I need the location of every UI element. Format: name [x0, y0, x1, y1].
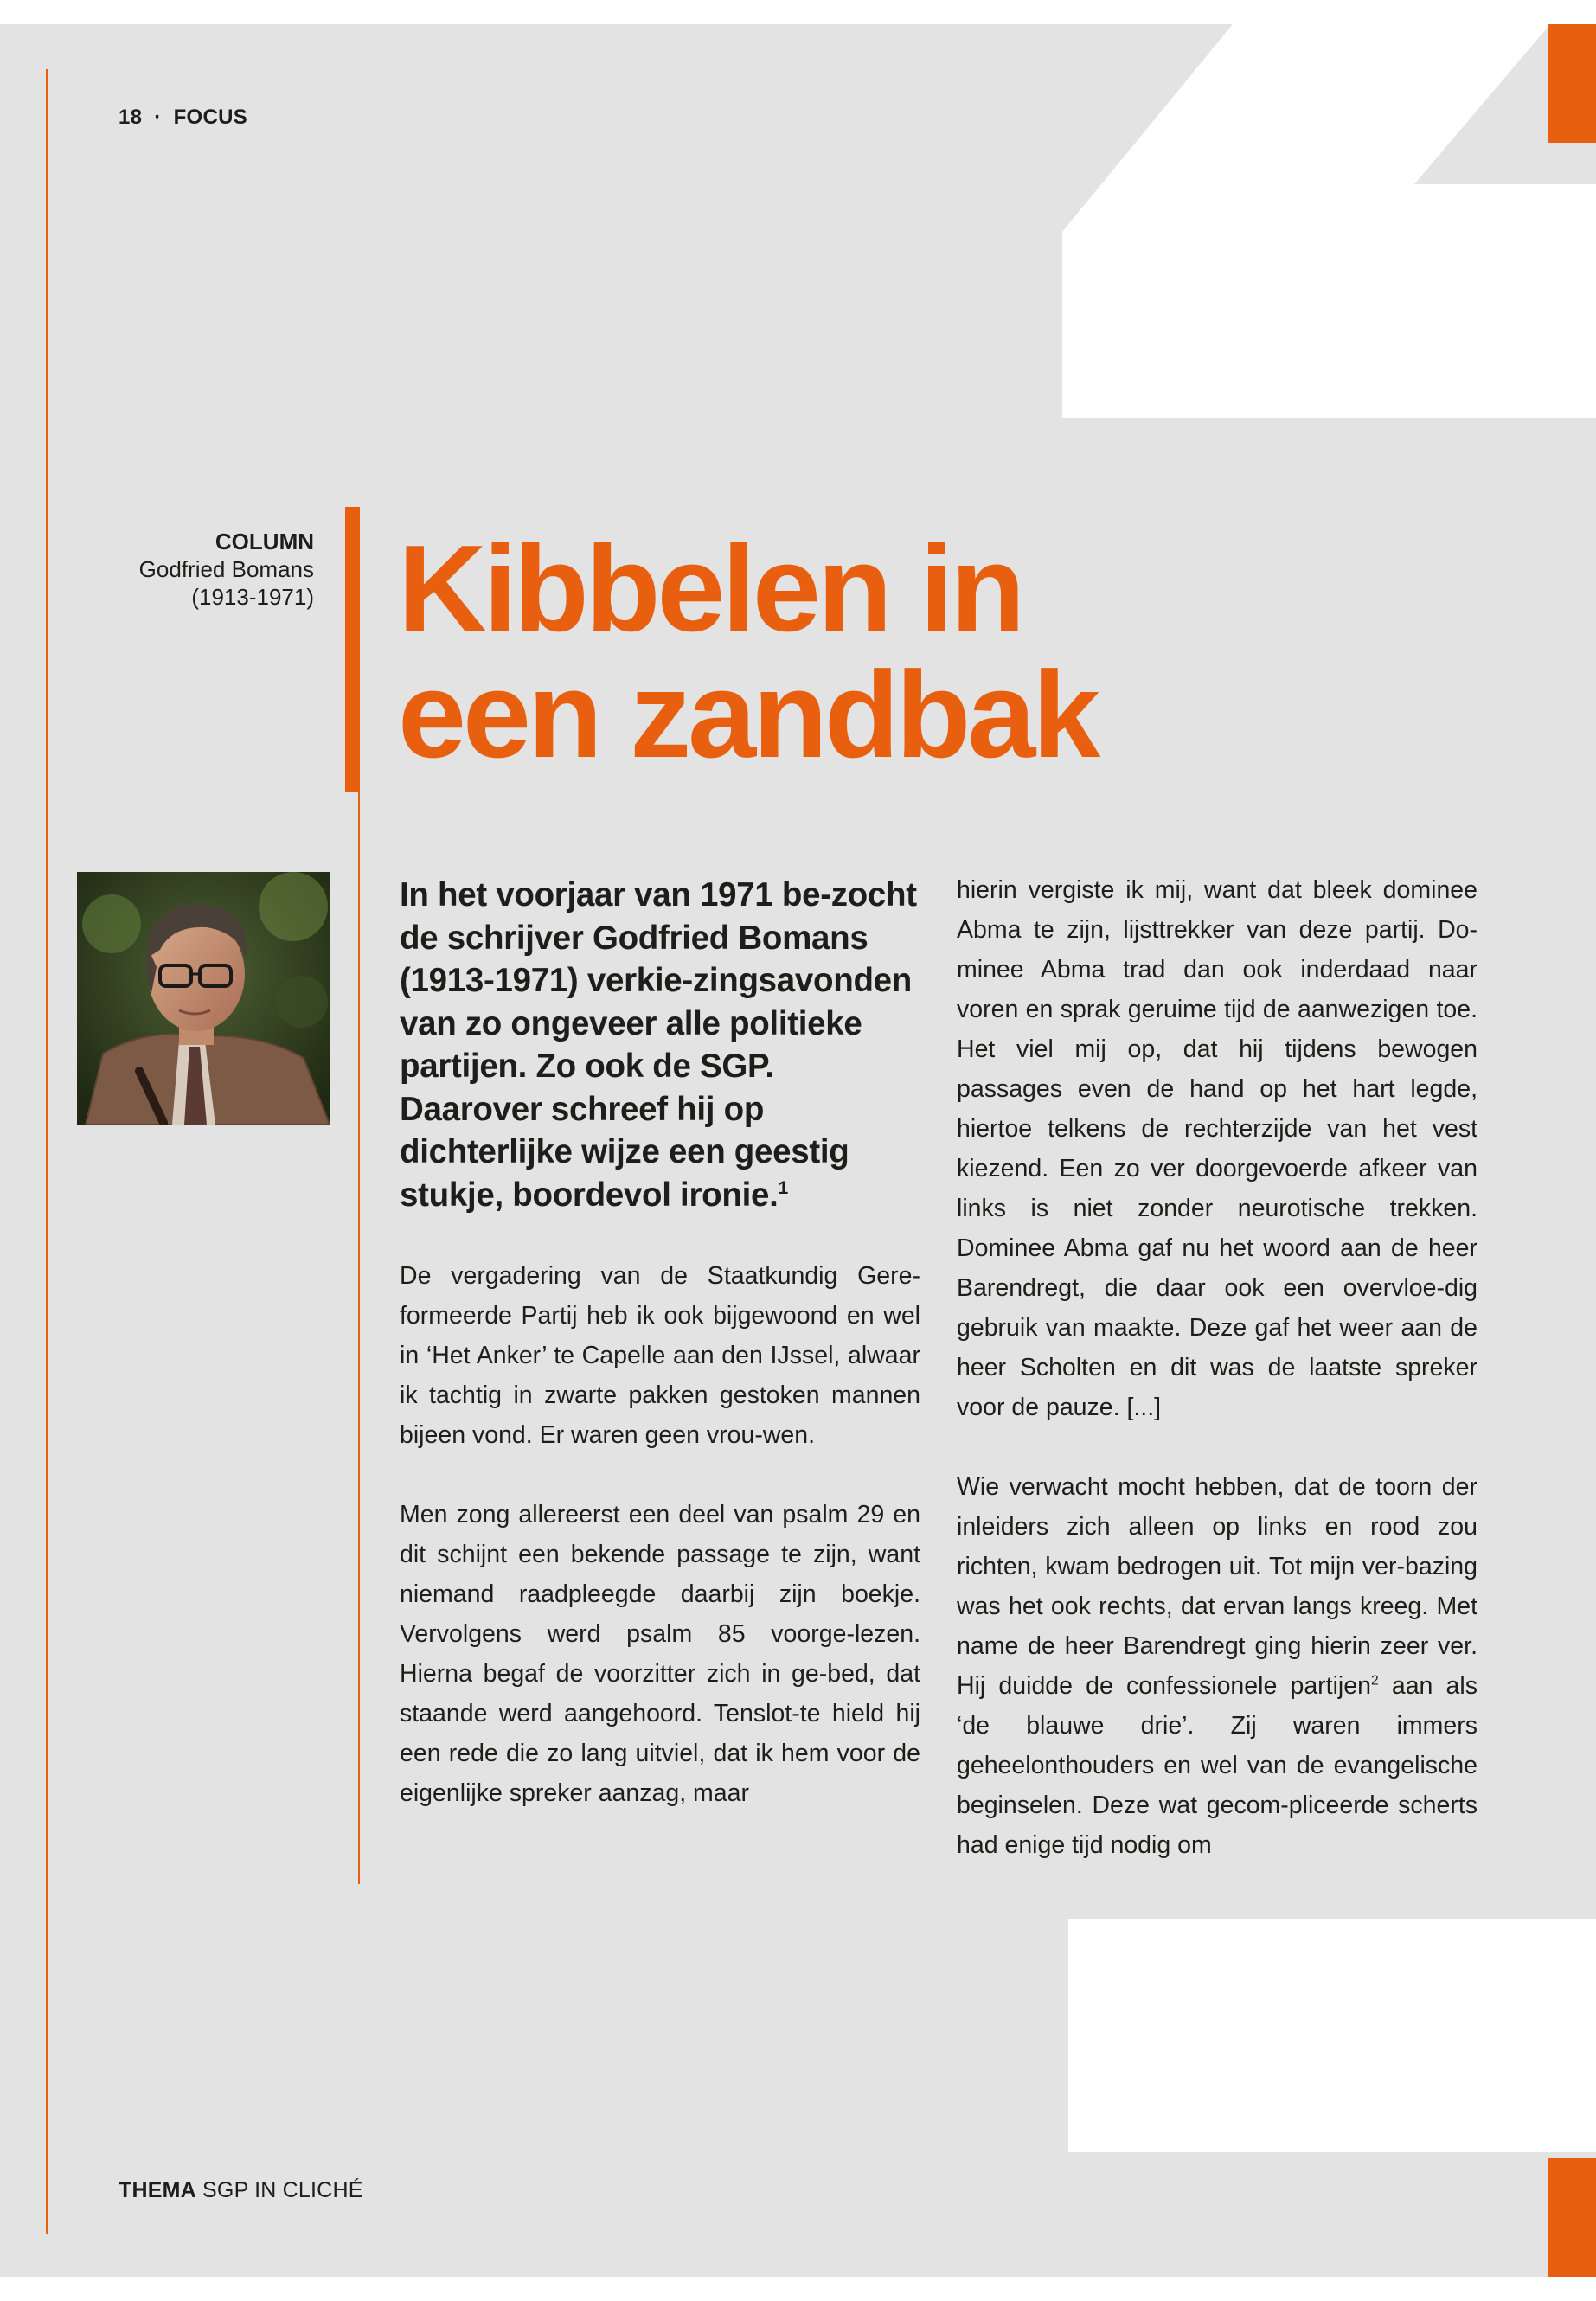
- running-footer: [119, 2178, 363, 2203]
- running-header: [119, 106, 247, 130]
- section-label: FOCUS: [173, 106, 248, 129]
- paragraph-4-part-2: aan als ‘de blauwe drie’. Zij waren immers geheelonthouders en wel van de evangelische beginselen. Deze wat gecom-pliceerde scherts had enige tijd nodig om: [957, 1672, 1477, 1859]
- theme-title: SGP IN CLICHÉ: [202, 2178, 363, 2202]
- author-name: Godfried Bomans: [138, 556, 314, 582]
- page: [0, 24, 1596, 2277]
- title-line-2: een zandbak: [398, 646, 1098, 784]
- header-separator: ·: [154, 106, 162, 129]
- orange-tab-top: [1548, 24, 1596, 143]
- body-paragraph-4: [957, 1467, 1477, 1865]
- page-title: [398, 520, 1263, 784]
- author-portrait: [77, 872, 330, 1125]
- intro-footnote-ref: 1: [778, 1177, 788, 1198]
- footnote-ref-2: 2: [1370, 1673, 1379, 1689]
- title-accent-bar: [345, 507, 360, 792]
- page-number: 18: [119, 106, 143, 129]
- column-label: COLUMN: [215, 529, 314, 554]
- body-paragraph-3: hierin vergiste ik mij, want dat bleek dominee Abma te zijn, lijsttrekker van deze partij. Do-minee Abma trad dan ook inderdaad naar voren en sprak geruime tijd de aanwezigen toe. Het viel mij op, dat hij tijdens bewogen passages even de hand op het hart legde, hiertoe telkens de rechterzijde van het vest kiezend. Een zo ver doorgevoerde afkeer van links is niet zonder neurotische trekken. Dominee Abma gaf nu het woord aan de heer Barendregt, die daar ook een overvloe-dig gebruik van maakte. Deze gaf het weer aan de heer Scholten en dit was de laatste spreker voor de pauze. [...]: [957, 876, 1477, 1421]
- text-column-right: [957, 870, 1477, 1865]
- text-accent-line: [358, 792, 360, 1884]
- white-block-bottom: [1068, 1919, 1596, 2152]
- white-diagonal-block: [1062, 24, 1596, 418]
- body-paragraph-2: Men zong allereerst een deel van psalm 29 en dit schijnt een bekende passage te zijn, want niemand raadpleegde daarbij zijn boekje. Vervolgens werd psalm 85 voorge-lezen. Hierna begaf de voorzitter zich in ge-bed, dat staande werd aangehoord. Tenslot-te hield hij een rede die zo lang uitviel, dat ik hem voor de eigenlijke spreker aanzag, maar: [400, 1501, 920, 1807]
- column-credit: [139, 528, 314, 611]
- intro-lead: [400, 874, 920, 1216]
- author-years: (1913-1971): [191, 584, 314, 610]
- theme-label: THEMA: [119, 2178, 196, 2202]
- body-paragraph-1: De vergadering van de Staatkundig Gere-formeerde Partij heb ik ook bijgewoond en wel in ‘Het Anker’ te Capelle aan den IJssel, alwaar ik tachtig in zwarte pakken gestoken mannen bijeen vond. Er waren geen vrou-wen.: [400, 1262, 920, 1449]
- orange-tab-bottom: [1548, 2158, 1596, 2277]
- text-column-left: [400, 874, 920, 1813]
- margin-rule: [46, 69, 48, 2234]
- title-line-1: Kibbelen in: [398, 520, 1022, 657]
- intro-text: In het voorjaar van 1971 be-zocht de schrijver Godfried Bomans (1913-1971) verkie-zingsavonden van zo ongeveer alle politieke partijen. Zo ook de SGP. Daarover schreef hij op dichterlijke wijze een geestig stukje, boordevol ironie.: [400, 876, 917, 1214]
- paragraph-4-part-1: Wie verwacht mocht hebben, dat de toorn der inleiders zich alleen op links en rood zou richten, kwam bedrogen uit. Tot mijn ver-bazing was het ook rechts, dat ervan langs kreeg. Met name de heer Barendregt ging hierin zeer ver. Hij duidde de confessionele partijen: [957, 1473, 1477, 1700]
